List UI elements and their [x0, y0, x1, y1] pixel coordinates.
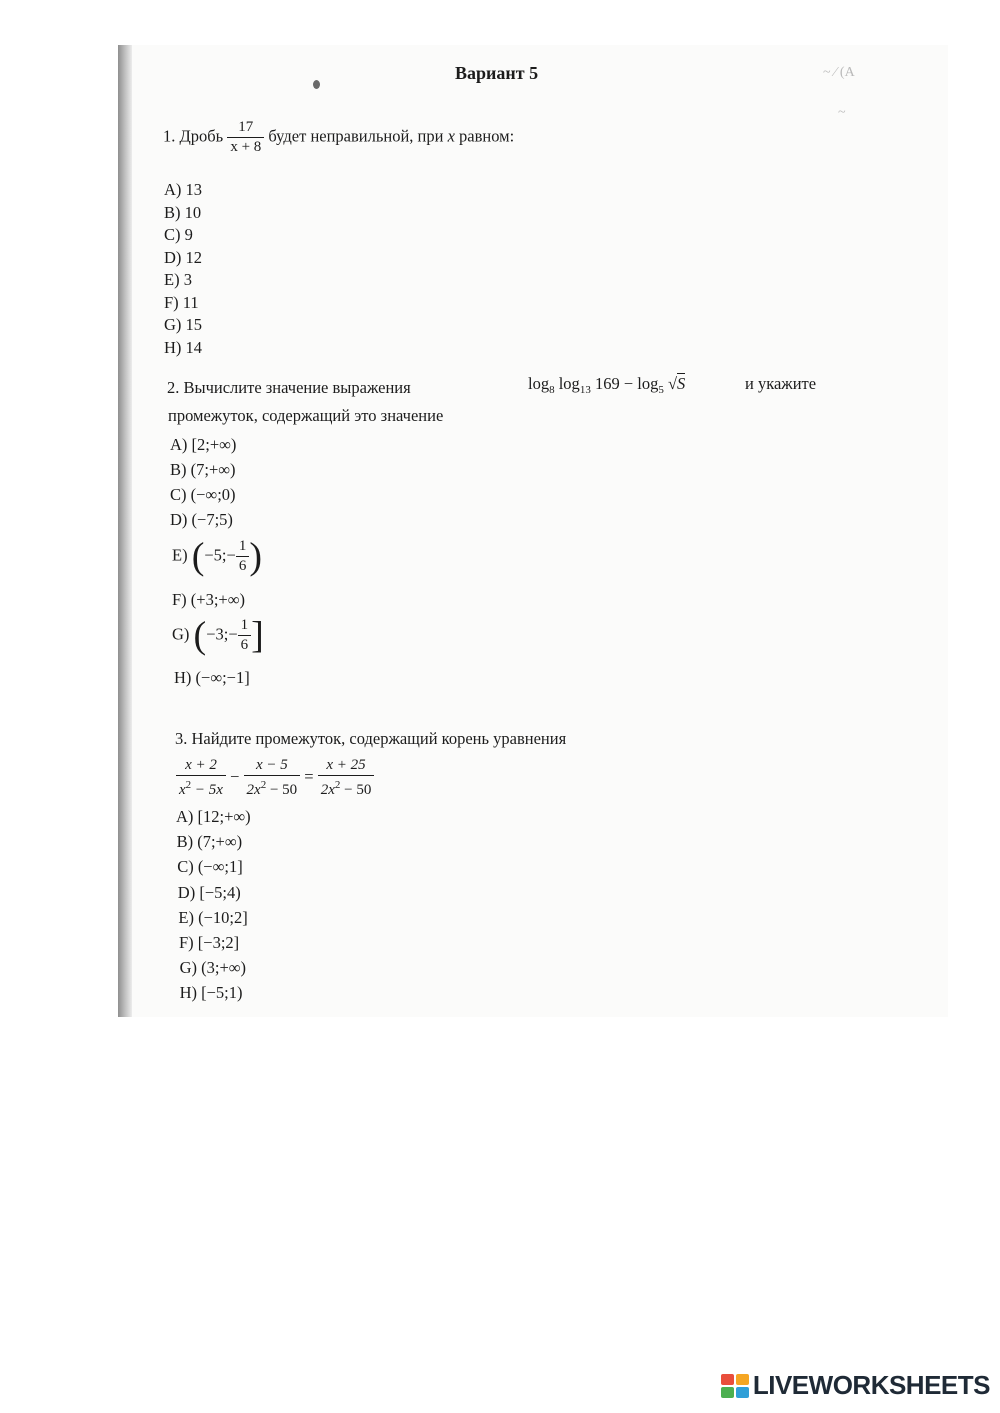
variant-title: Вариант 5	[455, 63, 539, 83]
q1-option-6: G) 15	[164, 315, 203, 334]
logo-text: LIVEWORKSHEETS	[752, 1370, 990, 1400]
q2-option-c: C) (−∞;0)	[170, 485, 236, 504]
question-1-stem: 1. Дробь $\frac{17}{x + 8}$ будет неправильной, при x равном:	[163, 119, 515, 155]
q3-option-6: G) (3;+∞)	[179, 958, 247, 978]
equation: $\frac{x + 2}{x^2 - 5x}$ − $\frac{x - 5}{2x^2 - 50}$ = $\frac{x + 25}{2x^2 - 50}$	[176, 756, 374, 800]
q3-option-4: E) (−10;2]	[178, 907, 248, 927]
q1-option-4: E) 3	[164, 270, 192, 289]
scan-bleed-through: ~	[838, 105, 846, 120]
q3-option-7: H) [−5;1)	[179, 983, 243, 1003]
logo-icon	[721, 1374, 749, 1398]
q1-option-7: H) 14	[164, 337, 203, 357]
q2-option-h: H) (−∞;−1]	[174, 668, 250, 687]
fraction: $\frac{17}{x + 8}$	[227, 118, 264, 157]
scan-bleed-through: ~ ⁄ (A	[823, 65, 855, 80]
q3-option-2: C) (−∞;1]	[177, 857, 243, 877]
question-2-stem: 2. Вычислите значение выражения	[167, 378, 411, 397]
q2-option-e: E) (−5;− $\frac{1}{6}$ )	[172, 535, 262, 578]
liveworksheets-logo	[721, 1370, 990, 1401]
question-2-suffix: и укажите	[745, 374, 817, 393]
q2-option-g: G) (−3;− $\frac{1}{6}$ ]	[172, 614, 264, 657]
q2-option-f: F) (+3;+∞)	[172, 590, 245, 609]
q1-option-1: B) 10	[164, 202, 202, 222]
q1-option-3: D) 12	[164, 247, 203, 267]
q1-option-2: C) 9	[164, 225, 193, 244]
q3-option-5: F) [−3;2]	[179, 933, 240, 952]
q1-option-5: F) 11	[164, 292, 199, 312]
q3-option-1: B) (7;+∞)	[176, 832, 243, 852]
q3-option-0: A) [12;+∞)	[176, 807, 251, 826]
q2-option-b: B) (7;+∞)	[170, 460, 236, 479]
scan-speck	[313, 80, 320, 89]
expression: $\log_8 \log_{13} 169 - \log_5 √S$	[528, 374, 686, 396]
q3-option-3: D) [−5;4)	[177, 882, 241, 902]
q1-option-0: A) 13	[164, 180, 203, 199]
scan-shadow-edge	[118, 45, 132, 1017]
q2-option-d: D) (−7;5)	[170, 510, 233, 529]
question-2-line2: промежуток, содержащий это значение	[168, 406, 444, 425]
q2-option-a: A) [2;+∞)	[170, 435, 237, 454]
question-3-stem: 3. Найдите промежуток, содержащий корень уравнения	[175, 729, 567, 748]
